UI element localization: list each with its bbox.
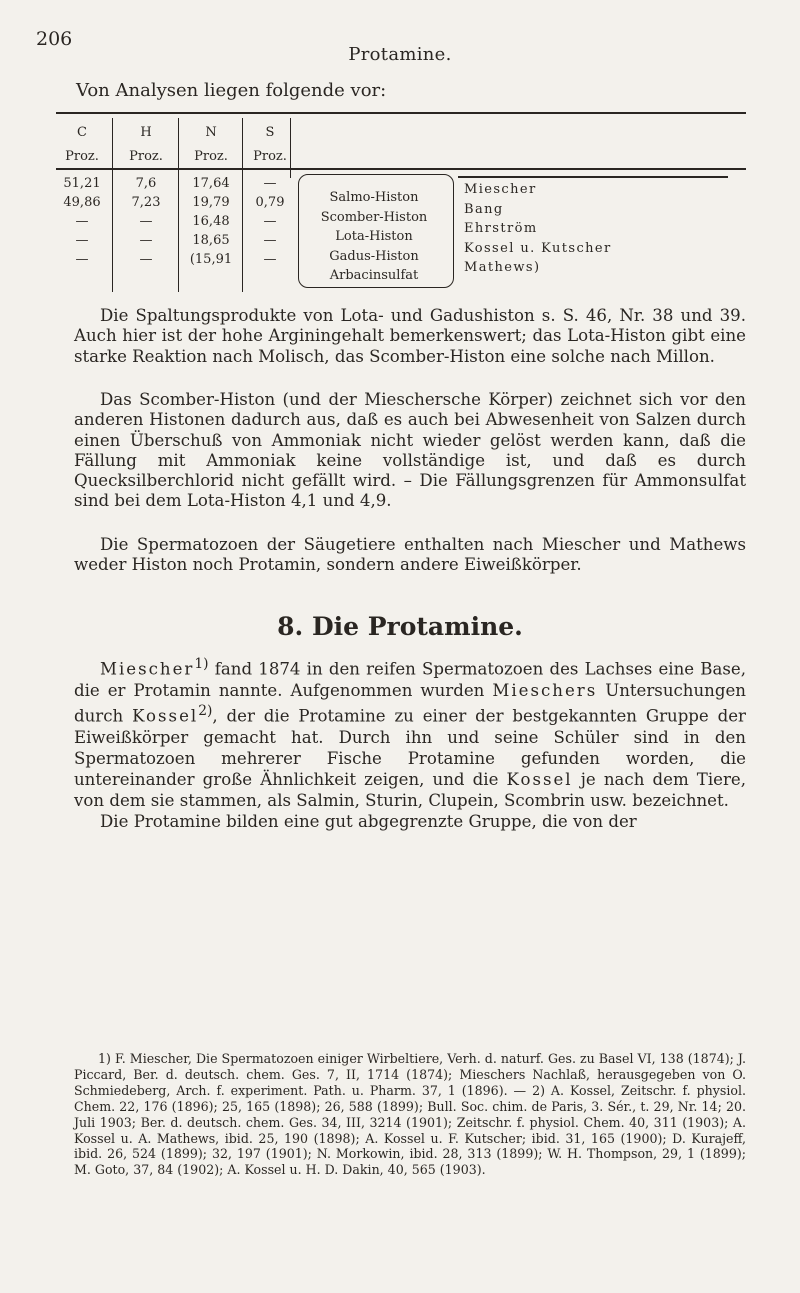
header-n (180, 116, 242, 174)
header-c (52, 116, 112, 174)
header-symbol: H (140, 125, 152, 140)
substance-name: Arbacinsulfat (329, 268, 419, 284)
cell-h: 7,6 (135, 176, 157, 191)
paragraph-spermatozoen (74, 535, 746, 576)
cell-s: — (263, 252, 277, 267)
cell-s: — (263, 176, 277, 191)
section-title: 8. Die Protamine. (277, 612, 523, 641)
column-divider (112, 118, 113, 292)
page-number: 206 (36, 28, 73, 50)
column-divider (178, 118, 179, 292)
cell-c: 51,21 (63, 176, 101, 191)
footnote-ref: 2) (198, 702, 213, 719)
paragraph-text: Das Scomber-Histon (und der Mieschersche Körper) zeichnet sich vor den anderen Histonen dadurch aus, daß es auch bei Abwesenheit von Salzen durch einen Überschuß von Ammoniak nicht wieder gelöst werden kann, daß die Fällung mit Ammoniak keine vollständige ist, und daß es durch Quecksilberchlorid nicht gefällt wird. – Die Fällungsgrenzen für Ammonsulfat sind bei dem Lota-Histon 4,1 und 4,9. (74, 390, 746, 511)
substance-name: Lota-Histon (335, 229, 413, 245)
author-column (464, 176, 744, 278)
cell-h: 7,23 (131, 195, 161, 210)
footnotes (74, 1051, 746, 1178)
section-paragraph-2: Die Protamine bilden eine gut abgegrenzte Gruppe, die von der (100, 812, 637, 832)
section-body (74, 654, 746, 833)
author-name: Bang (464, 201, 504, 217)
paragraph-spaltungsprodukte (74, 306, 746, 367)
column-s (242, 174, 298, 269)
footnote-text: 1) F. Miescher, Die Spermatozoen einiger Wirbeltiere, Verh. d. naturf. Ges. zu Basel VI, 138 (1874); J. Piccard, Ber. d. deutsch. chem. Ges. 7, II, 1714 (1874); Mieschers Nachlaß, herausgegeben von O. Schmiedeberg, Arch. f. experiment. Path. u. Pharm. 37, 1 (1896). — 2) A. Kossel, Zeitschr. f. physiol. Chem. 22, 176 (1896); 25, 165 (1898); 26, 588 (1899); Bull. Soc. chim. de Paris, 3. Sér., t. 29, Nr. 14; 20. Juli 1903; Ber. d. deutsch. chem. Ges. 34, III, 3214 (1901); Zeitschr. f. physiol. Chem. 40, 311 (1903); A. Kossel u. A. Mathews, ibid. 25, 190 (1898); A. Kossel u. F. Kutscher; ibid. 31, 165 (1900); D. Kurajeff, ibid. 26, 524 (1899); 32, 197 (1901); N. Morkowin, ibid. 28, 313 (1899); W. H. Thompson, 29, 1 (1899); M. Goto, 37, 84 (1902); A. Kossel u. H. D. Dakin, 40, 565 (1903). (74, 1051, 746, 1178)
paragraph-text: Die Spaltungsprodukte von Lota- und Gadushiston s. S. 46, Nr. 38 und 39. Auch hier ist der hohe Arginingehalt bemerkenswert; das Lota-Histon gibt eine starke Reaktion nach Molisch, das Scomber-Histon eine solche nach Millon. (74, 306, 746, 366)
header-unit: Proz. (65, 149, 99, 164)
text-run: , der die Protamine zu einer der bestgekannten Gruppe der Eiweißkörper gemacht hat. Durch ihn und seine Schüler sind in den Spermatozoen mehrerer Fische Protamine gefunden worden, die untereinander große Ähnlichkeit zeigen, und die (74, 706, 746, 790)
cell-h: — (139, 252, 153, 267)
cell-c: — (75, 252, 89, 267)
header-unit: Proz. (129, 149, 163, 164)
text-run: Untersuchungen durch (74, 680, 746, 726)
header-s (242, 116, 298, 174)
table-top-rule (56, 112, 746, 114)
text-run: je nach dem Tiere, von dem sie stammen, als Salmin, Sturin, Clupein, Scombrin usw. bezeichnet. (74, 770, 747, 811)
header-h (114, 116, 178, 174)
section-paragraph-1 (74, 654, 746, 811)
author-name: Kossel (132, 706, 199, 726)
cell-n: (15,91 (189, 252, 233, 267)
header-symbol: N (205, 125, 217, 140)
header-unit: Proz. (194, 149, 228, 164)
paragraph-scomber-histon (74, 390, 746, 512)
substance-column (304, 188, 444, 286)
cell-c: 49,86 (63, 195, 101, 210)
paragraph-text: Die Spermatozoen der Säugetiere enthalten nach Miescher und Mathews weder Histon noch Protamin, sondern andere Eiweißkörper. (74, 535, 746, 575)
substance-name: Salmo-Histon (329, 190, 419, 205)
table-intro: Von Analysen liegen folgende vor: (76, 80, 387, 101)
substance-name: Gadus-Histon (329, 248, 419, 264)
footnote-ref: 1) (194, 656, 209, 672)
header-symbol: S (265, 125, 275, 140)
column-n (180, 174, 242, 269)
cell-n: 16,48 (192, 214, 230, 229)
cell-s: — (263, 214, 277, 229)
cell-n: 18,65 (192, 233, 230, 248)
cell-c: — (75, 233, 89, 248)
cell-n: 19,79 (192, 195, 230, 210)
cell-h: — (139, 214, 153, 229)
cell-s: 0,79 (255, 195, 285, 210)
text-run: fand 1874 in den reifen Spermatozoen des Lachses eine Base, die er Protamin nannte. Aufgenommen wurden (74, 659, 746, 700)
author-name: Ehrström (464, 221, 538, 237)
substance-name: Scomber-Histon (320, 209, 428, 225)
author-name: Kossel (506, 770, 573, 790)
cell-h: — (139, 233, 153, 248)
author-name: Miescher (100, 659, 195, 679)
header-unit: Proz. (253, 149, 287, 164)
running-head: Protamine. (348, 44, 452, 65)
column-h (114, 174, 178, 269)
author-name: Kossel u. Kutscher (464, 240, 612, 256)
cell-s: — (263, 233, 277, 248)
author-name: Mathews) (464, 260, 541, 276)
author-rule (458, 176, 728, 178)
cell-c: — (75, 214, 89, 229)
cell-n: 17,64 (192, 176, 230, 191)
column-c (52, 174, 112, 269)
author-name: Miescher (464, 182, 537, 197)
header-symbol: C (77, 125, 87, 140)
author-name: Mieschers (492, 680, 598, 700)
